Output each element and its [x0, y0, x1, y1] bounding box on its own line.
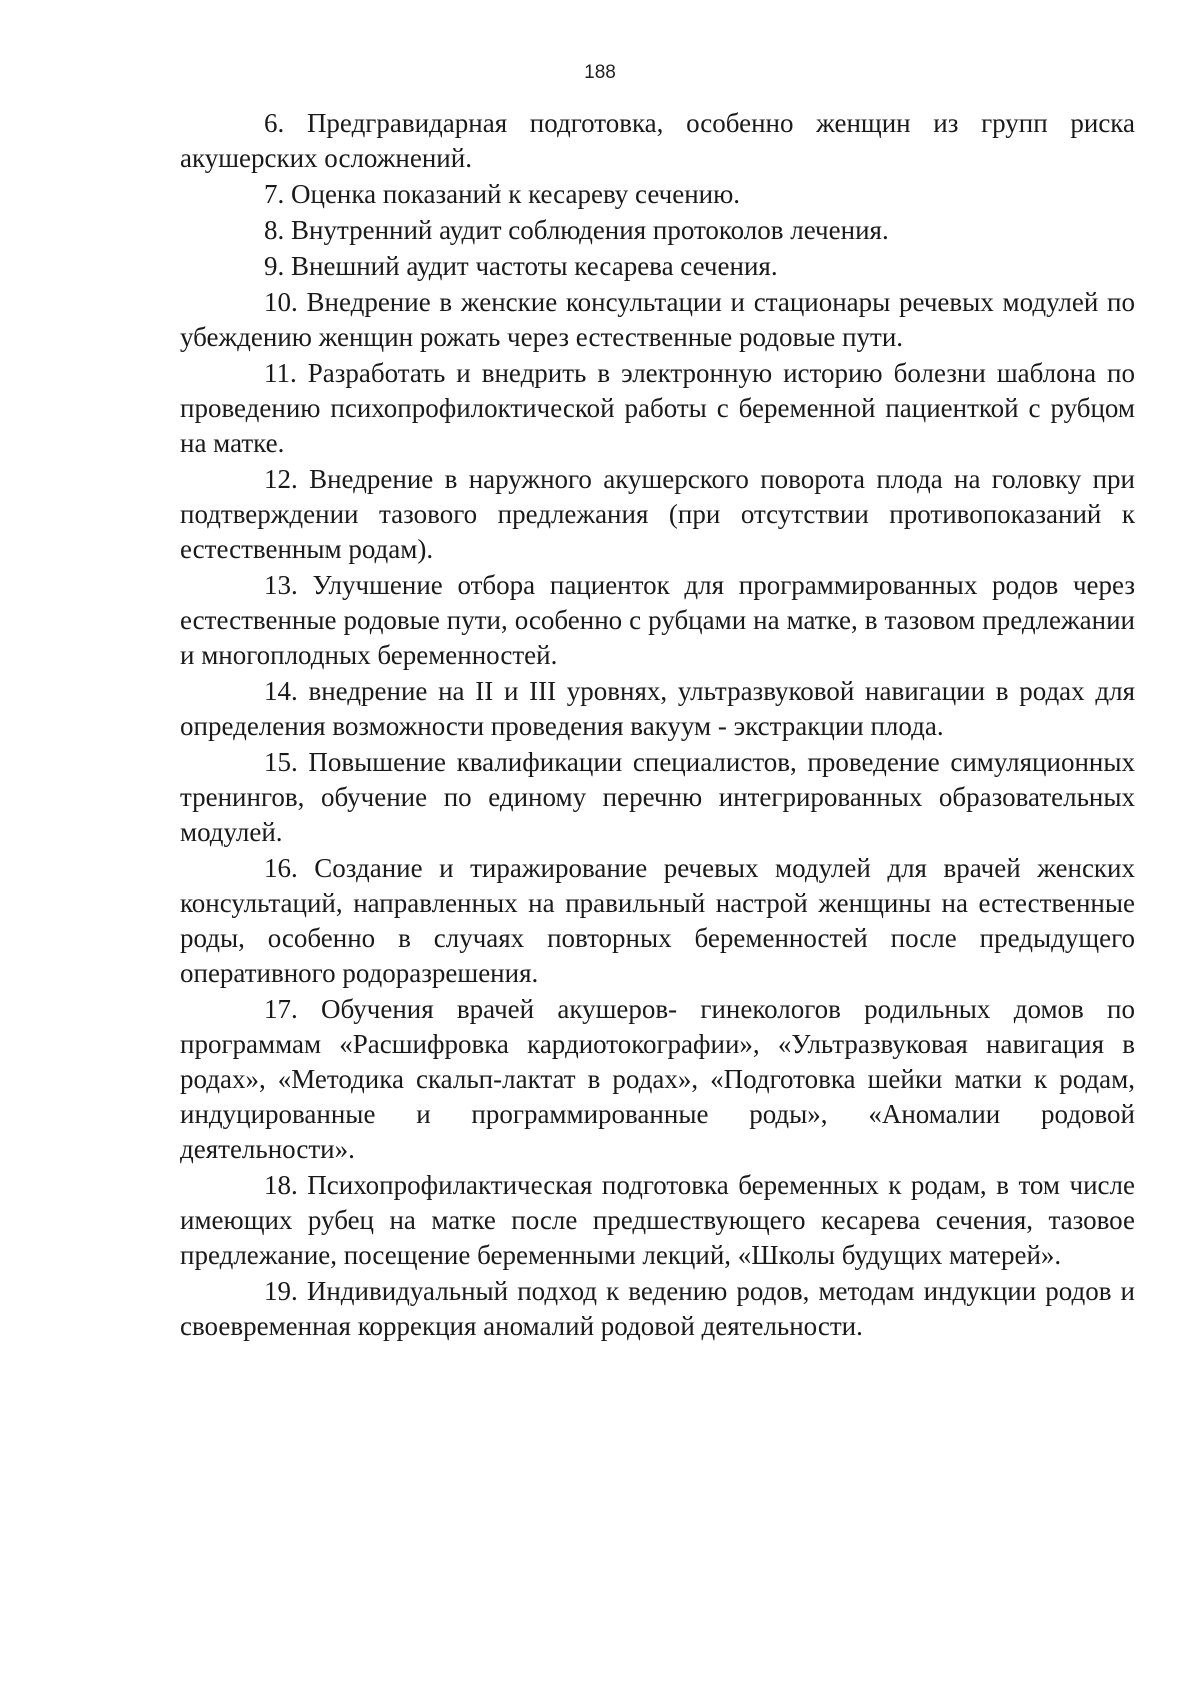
list-item — [180, 462, 1135, 567]
item-number: 14. — [264, 676, 298, 706]
item-number: 18. — [264, 1170, 298, 1200]
item-text: Внедрение в женские консультации и стационары речевых модулей по убеждению женщин рожать через естественные родовые пути. — [180, 287, 1136, 352]
item-text: Повышение квалификации специалистов, проведение симуляционных тренингов, обучение по единому перечню интегрированных образовательных модулей. — [180, 747, 1135, 847]
list-item — [180, 249, 1135, 284]
item-number: 8. — [264, 215, 285, 245]
item-text: Внедрение в наружного акушерского поворота плода на головку при подтверждении тазового предлежания (при отсутствии противопоказаний к естественным родам). — [180, 464, 1136, 564]
item-number: 7. — [264, 179, 285, 209]
item-text: Улучшение отбора пациенток для программированных родов через естественные родовые пути, особенно с рубцами на матке, в тазовом предлежании и многоплодных беременностей. — [180, 570, 1136, 670]
item-text: Создание и тиражирование речевых модулей для врачей женских консультаций, направленных на правильный настрой женщины на естественные роды, особенно в случаях повторных беременностей после предыдущего оперативного родоразрешения. — [180, 853, 1135, 988]
item-number: 6. — [264, 108, 285, 138]
item-text: Психопрофилактическая подготовка беременных к родам, в том числе имеющих рубец на матке после предшествующего кесарева сечения, тазовое предлежание, посещение беременными лекций, «Школы будущих матерей». — [180, 1170, 1135, 1270]
item-text: Обучения врачей акушеров- гинекологов родильных домов по программам «Расшифровка кардиотокографии», «Ультразвуковая навигация в родах», «Методика скальп-лактат в родах», «Подготовка шейки матки к родам, индуцированные и программированные роды», «Аномалии родовой деятельности». — [180, 994, 1136, 1164]
item-text: Предгравидарная подготовка, особенно женщин из групп риска акушерских осложнений. — [180, 108, 1136, 173]
item-number: 12. — [264, 464, 298, 494]
item-number: 17. — [264, 994, 298, 1024]
item-text: внедрение на II и III уровнях, ультразвуковой навигации в родах для определения возможности проведения вакуум - экстракции плода. — [180, 676, 1135, 741]
list-item — [180, 356, 1135, 461]
list-item — [180, 851, 1135, 991]
list-item — [180, 177, 1135, 212]
item-text: Оценка показаний к кесареву сечению. — [291, 179, 741, 209]
item-number: 19. — [264, 1276, 298, 1306]
item-number: 9. — [264, 251, 285, 281]
item-number: 15. — [264, 747, 298, 777]
list-item — [180, 568, 1135, 673]
item-number: 13. — [264, 570, 298, 600]
page-number: 188 — [584, 62, 616, 83]
item-text: Индивидуальный подход к ведению родов, методам индукции родов и своевременная коррекция аномалий родовой деятельности. — [180, 1276, 1135, 1341]
list-item — [180, 106, 1135, 176]
item-number: 16. — [264, 853, 298, 883]
list-item — [180, 992, 1135, 1167]
list-item — [180, 285, 1135, 355]
list-item — [180, 745, 1135, 850]
document-body — [180, 106, 1135, 1345]
list-item — [180, 1168, 1135, 1273]
list-item — [180, 1274, 1135, 1344]
list-item — [180, 674, 1135, 744]
item-text: Внутренний аудит соблюдения протоколов лечения. — [291, 215, 889, 245]
item-text: Внешний аудит частоты кесарева сечения. — [291, 251, 778, 281]
item-number: 10. — [264, 287, 298, 317]
list-item — [180, 213, 1135, 248]
item-text: Разработать и внедрить в электронную историю болезни шаблона по проведению психопрофилоктической работы с беременной пациенткой с рубцом на матке. — [180, 358, 1136, 458]
item-number: 11. — [264, 358, 297, 388]
